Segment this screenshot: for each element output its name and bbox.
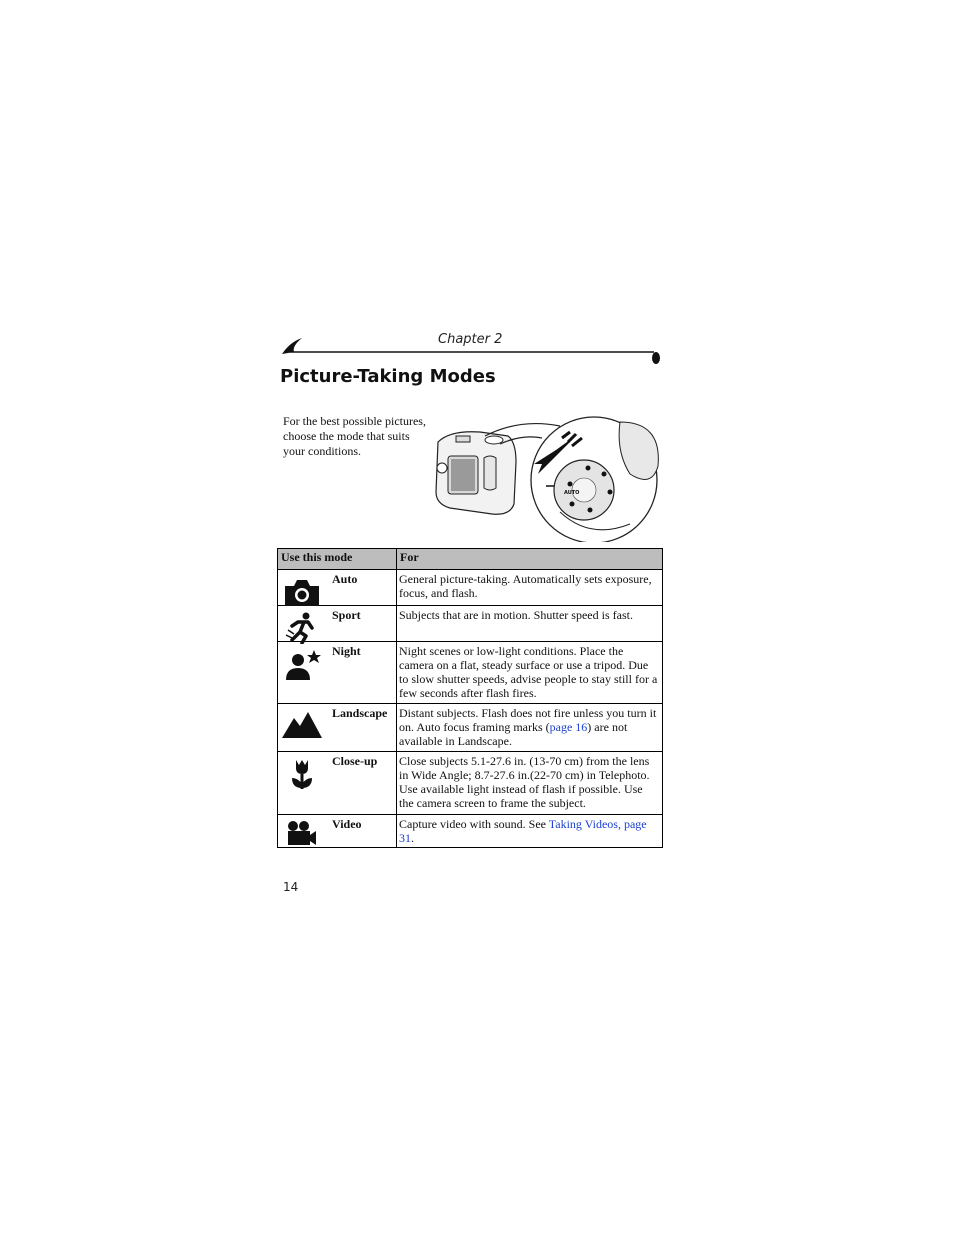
night-person-star-icon xyxy=(282,648,322,680)
table-row xyxy=(278,570,663,606)
chapter-label: Chapter 2 xyxy=(438,332,503,347)
page-number: 14 xyxy=(283,880,299,894)
tulip-icon xyxy=(282,758,322,790)
page-title: Picture-Taking Modes xyxy=(280,366,496,387)
table-row xyxy=(278,752,663,815)
taking-videos-link[interactable]: Taking Videos, page 31 xyxy=(399,817,647,845)
mode-name: Night xyxy=(332,644,361,658)
header-for: For xyxy=(397,549,663,570)
mode-name: Video xyxy=(332,817,362,831)
mode-description: Subjects that are in motion. Shutter speed is fast. xyxy=(397,606,663,642)
table-row xyxy=(278,642,663,704)
mode-description: General picture-taking. Automatically sets exposure, focus, and flash. xyxy=(397,570,663,606)
table-header-row xyxy=(278,549,663,570)
mode-name: Auto xyxy=(332,572,358,586)
mode-description: Night scenes or low-light conditions. Place the camera on a flat, steady surface or use a tripod. Due to slow shutter speeds, advise people to stay still for a few seconds after flash fires. xyxy=(397,642,663,704)
header-use-this-mode: Use this mode xyxy=(278,549,397,570)
mode-name: Landscape xyxy=(332,706,388,720)
camera-body-illustration xyxy=(436,432,516,515)
mode-name: Close-up xyxy=(332,754,378,768)
intro-paragraph: For the best possible pictures, choose the mode that suits your conditions. xyxy=(283,414,426,458)
mode-description: Distant subjects. Flash does not fire unless you turn it on. Auto focus framing marks (page 16) are not available in Landscape. xyxy=(397,704,663,752)
table-row xyxy=(278,815,663,848)
table-row xyxy=(278,704,663,752)
mode-name: Sport xyxy=(332,608,361,622)
page-16-link[interactable]: page 16 xyxy=(549,720,588,734)
mode-description: Capture video with sound. See Taking Videos, page 31. xyxy=(397,815,663,848)
mode-description: Close subjects 5.1-27.6 in. (13-70 cm) from the lens in Wide Angle; 8.7-27.6 in.(22-70 cm) in Telephoto. Use available light instead of flash if possible. Use the camera screen to frame the subject. xyxy=(397,752,663,815)
modes-table xyxy=(277,548,663,848)
table-row xyxy=(278,606,663,642)
dial-auto-label: AUTO xyxy=(564,490,580,496)
video-camera-icon xyxy=(282,817,322,849)
sport-runner-icon xyxy=(282,612,322,644)
camera-icon xyxy=(282,576,322,608)
camera-mode-dial-illustration xyxy=(430,412,662,542)
landscape-mountains-icon xyxy=(282,708,322,740)
